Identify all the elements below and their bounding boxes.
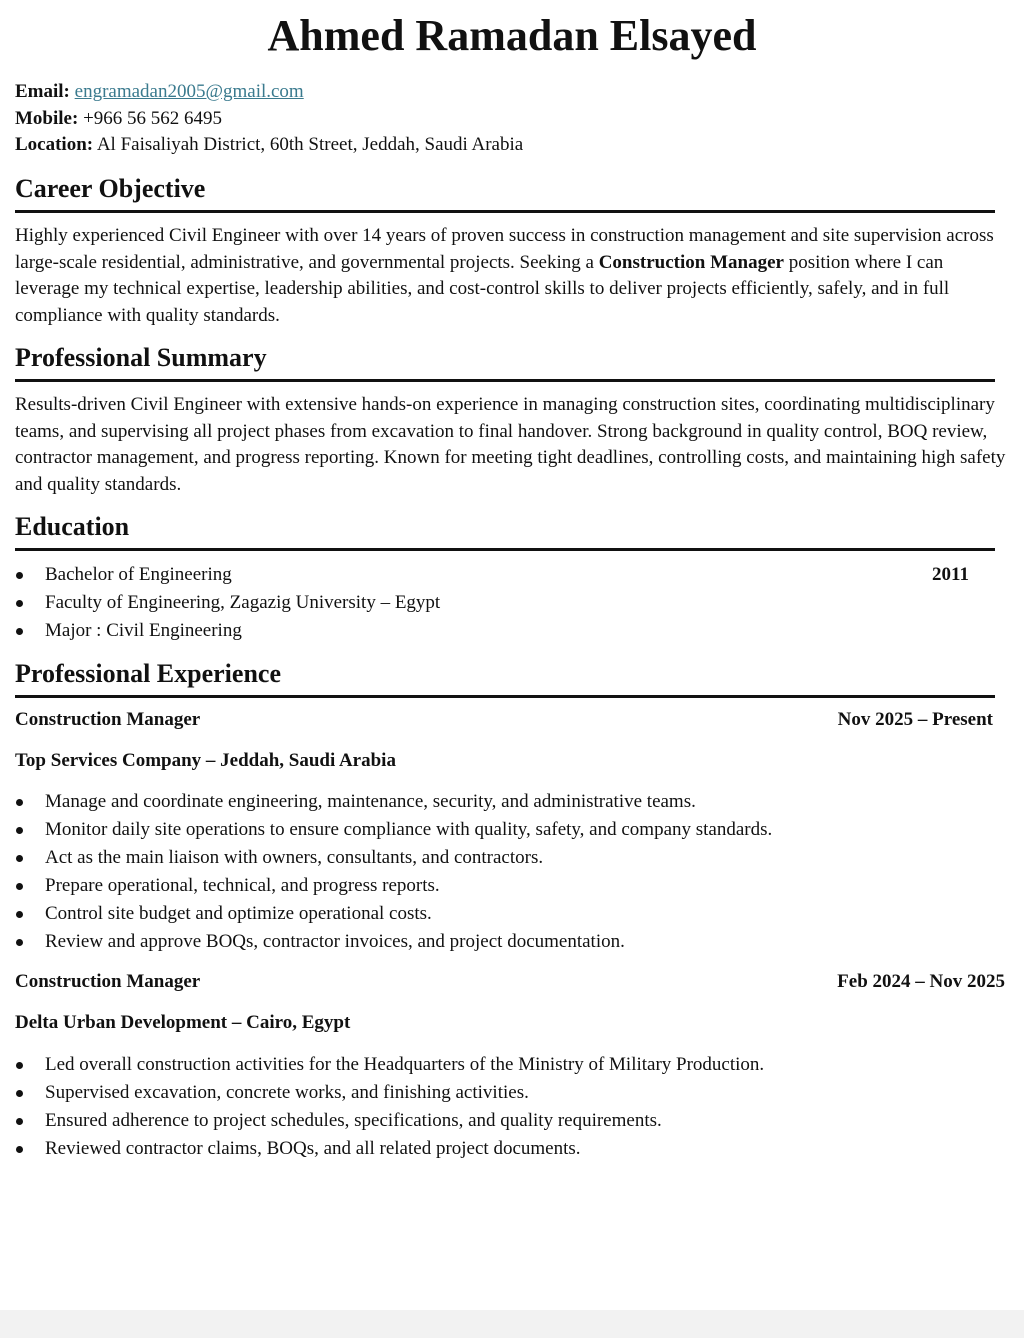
email-line — [15, 79, 523, 106]
education-degree: Bachelor of Engineering — [45, 564, 232, 585]
job-1-role: Construction Manager — [15, 709, 201, 730]
responsibility-item: Led overall construction activities for the Headquarters of the Ministry of Military Production. — [15, 1051, 1005, 1079]
responsibility-item: Prepare operational, technical, and progress reports. — [15, 872, 1005, 900]
candidate-name: Ahmed Ramadan Elsayed — [267, 11, 757, 60]
education-list — [15, 561, 1005, 645]
education-year: 2011 — [932, 564, 969, 585]
job-2-responsibilities — [15, 1051, 1005, 1163]
section-title-education: Education — [15, 511, 995, 551]
section-title-professional-summary: Professional Summary — [15, 342, 995, 382]
responsibility-item: Monitor daily site operations to ensure compliance with quality, safety, and company standards. — [15, 816, 1005, 844]
responsibility-item: Supervised excavation, concrete works, and finishing activities. — [15, 1079, 1005, 1107]
career-objective-text — [15, 223, 1010, 329]
education-item — [15, 561, 1005, 589]
job-1-responsibilities — [15, 788, 1005, 956]
job-2-company: Delta Urban Development – Cairo, Egypt — [15, 1012, 351, 1033]
mobile-value: +966 56 562 6495 — [83, 107, 223, 129]
email-link[interactable]: engramadan2005@gmail.com — [74, 81, 304, 102]
contact-block — [15, 79, 523, 159]
career-objective-text-start: Highly experienced Civil Engineer with over 14 years of proven success in construction management and site supervision across large-scale residential, administrative, and governmental projects. Seeking a — [15, 225, 994, 273]
mobile-label: Mobile: — [15, 107, 79, 129]
location-value: Al Faisaliyah District, 60th Street, Jeddah, Saudi Arabia — [96, 134, 524, 155]
career-objective-target-role: Construction Manager — [598, 251, 784, 273]
section-title-professional-experience: Professional Experience — [15, 658, 995, 698]
job-2-role: Construction Manager — [15, 971, 201, 992]
responsibility-item: Ensured adherence to project schedules, specifications, and quality requirements. — [15, 1107, 1005, 1135]
education-major: Major : Civil Engineering — [45, 620, 242, 641]
professional-summary-text: Results-driven Civil Engineer with extensive hands-on experience in managing construction sites, coordinating multidisciplinary teams, and supervising all project phases from excavation to final handover. Strong background in quality control, BOQ review, contractor management, and progress reporting. Known for meeting tight deadlines, controlling costs, and maintaining high safety and quality standards. — [15, 394, 1006, 495]
location-line — [15, 132, 523, 159]
education-item — [15, 617, 1005, 645]
education-faculty: Faculty of Engineering, Zagazig University – Egypt — [45, 592, 441, 613]
career-objective-text-end: position where I can leverage my technical expertise, leadership abilities, and cost-control skills to deliver projects efficiently, safely, and in full compliance with quality standards. — [15, 251, 950, 326]
job-1-company: Top Services Company – Jeddah, Saudi Arabia — [15, 750, 396, 771]
responsibility-item: Reviewed contractor claims, BOQs, and all related project documents. — [15, 1135, 1005, 1163]
responsibility-item: Review and approve BOQs, contractor invoices, and project documentation. — [15, 928, 1005, 956]
job-2-dates: Feb 2024 – Nov 2025 — [837, 971, 1005, 992]
location-label: Location: — [15, 134, 94, 155]
education-item — [15, 589, 1005, 617]
mobile-line — [15, 106, 523, 133]
section-title-career-objective: Career Objective — [15, 173, 995, 213]
responsibility-item: Control site budget and optimize operational costs. — [15, 900, 1005, 928]
responsibility-item: Manage and coordinate engineering, maintenance, security, and administrative teams. — [15, 788, 1005, 816]
email-label: Email: — [15, 81, 70, 102]
job-1-dates: Nov 2025 – Present — [837, 709, 993, 730]
responsibility-item: Act as the main liaison with owners, consultants, and contractors. — [15, 844, 1005, 872]
